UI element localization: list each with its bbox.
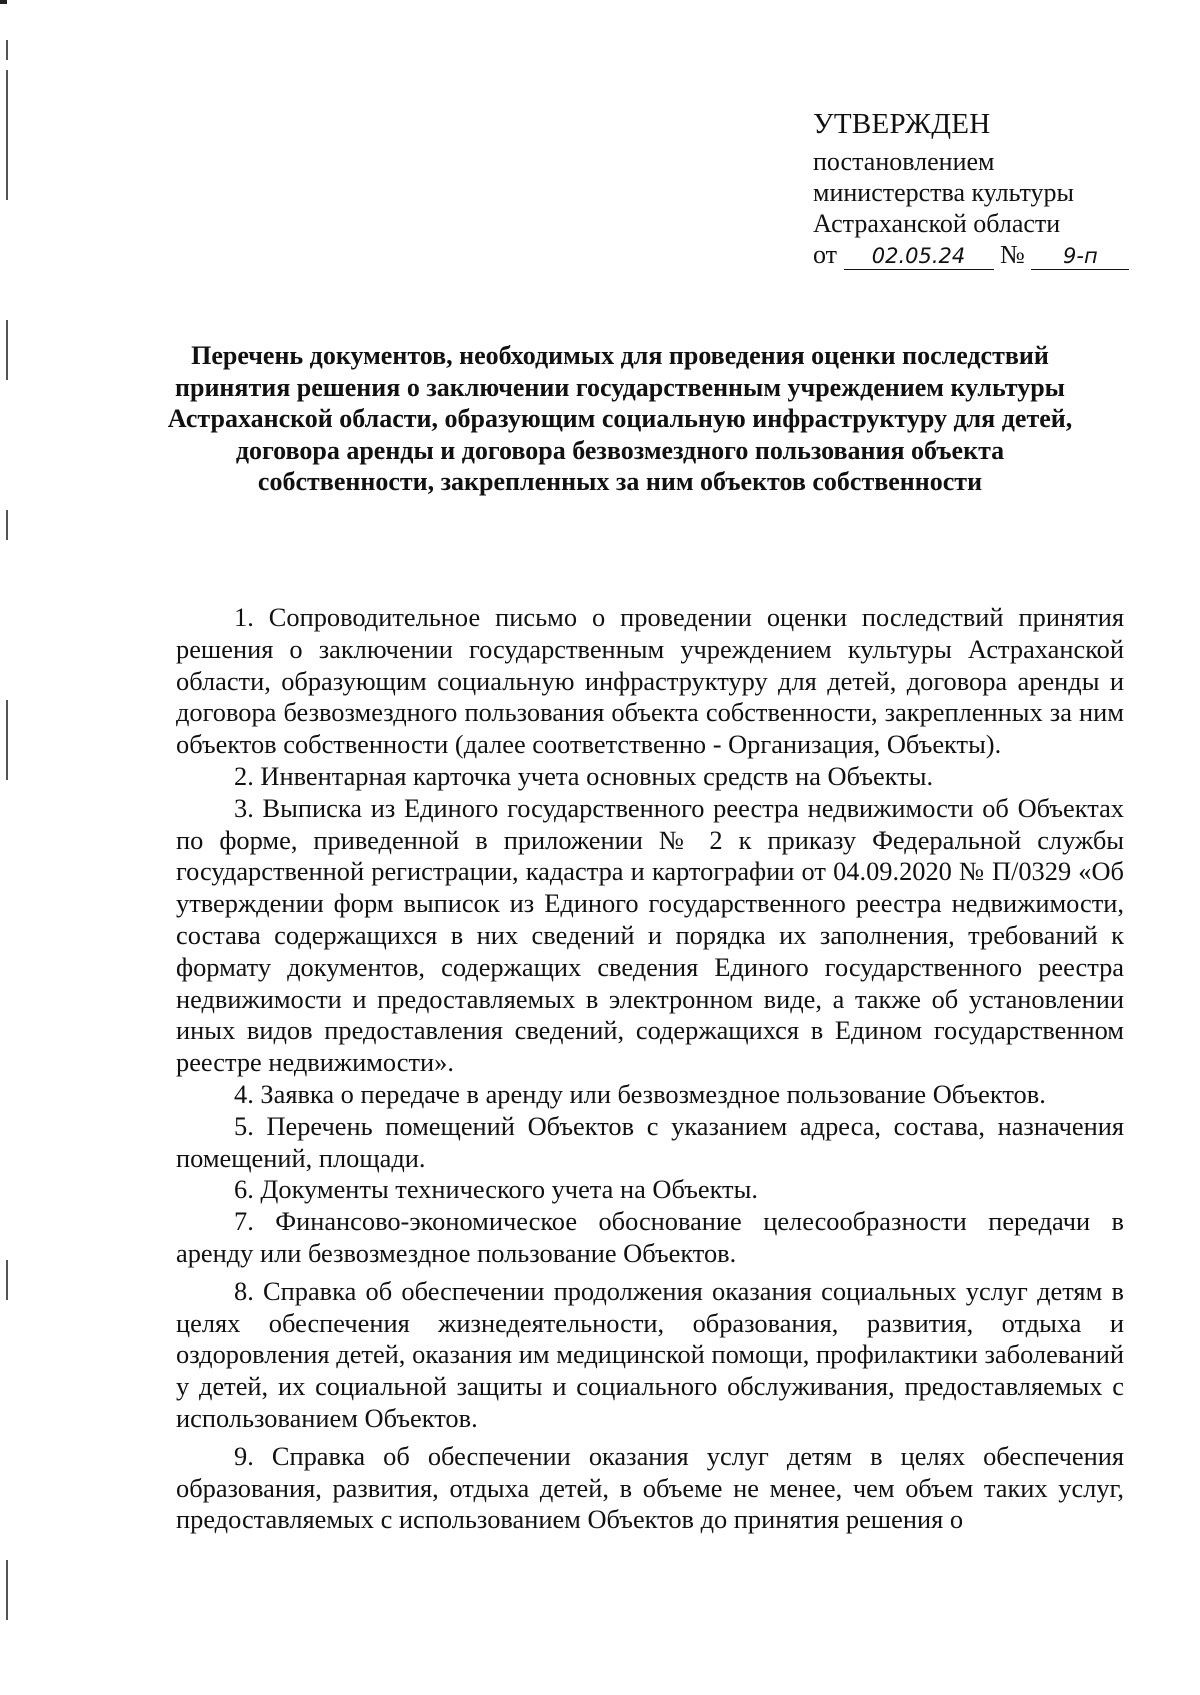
scan-edge-mark <box>6 700 8 780</box>
list-item: 5. Перечень помещений Объектов с указанием адреса, состава, назначения помещений, площади. <box>176 1110 1124 1173</box>
list-item: 4. Заявка о передаче в аренду или безвозмездное пользование Объектов. <box>234 1078 1046 1109</box>
list-item: 6. Документы технического учета на Объекты. <box>234 1174 758 1205</box>
list-item: 1. Сопроводительное письмо о проведении оценки последствий принятия решения о заключении государственным учреждением культуры Астраханской области, образующим социальную инфраструктуру для детей, договора аренды и договора безвозмездного пользования объекта собственности, закрепленных за ним объектов собственности (далее соответственно - Организация, Объекты). <box>176 602 1124 760</box>
scan-corner-mark <box>0 0 7 4</box>
list-item: 2. Инвентарная карточка учета основных средств на Объекты. <box>234 760 934 791</box>
scan-edge-mark <box>6 40 8 60</box>
list-item: 7. Финансово-экономическое обоснование целесообразности передачи в аренду или безвозмездное пользование Объектов. <box>176 1206 1124 1268</box>
document-title: Перечень документов, необходимых для проведения оценки последствий принятия решения о заключении государственным учреждением культуры Астраханской области, образующим социальную инфраструктуру для детей, договора аренды и договора безвозмездного пользования объекта собственности, закрепленных за ним объектов собственности <box>167 341 1073 496</box>
scan-edge-mark <box>6 510 8 540</box>
scan-edge-mark <box>6 70 8 200</box>
scan-edge-mark <box>6 320 8 380</box>
list-item: 3. Выписка из Единого государственного реестра недвижимости об Объектах по форме, приведенной в приложении № 2 к приказу Федеральной службы государственной регистрации, кадастра и картографии от 04.09.2020 № П/0329 «Об утверждении форм выписок из Единого государственного реестра недвижимости, состава содержащихся в них сведений и порядка их заполнения, требований к формату документов, содержащих сведения Единого государственного реестра недвижимости и предоставляемых в электронном виде, а также об установлении иных видов предоставления сведений, содержащихся в Едином государственном реестре недвижимости». <box>176 792 1124 1078</box>
list-item: 8. Справка об обеспечении продолжения оказания социальных услуг детям в целях обеспечения жизнедеятельности, образования, развития, отдыха и оздоровления детей, оказания им медицинской помощи, профилактики заболеваний у детей, их социальной защиты и социального обслуживания, предоставляемых с использованием Объектов. <box>176 1275 1124 1433</box>
document-body <box>176 602 1124 1536</box>
handwritten-date: 02.05.24 <box>844 243 994 270</box>
scan-edge-mark <box>6 1560 8 1620</box>
date-prefix: от <box>813 240 838 269</box>
handwritten-number: 9-п <box>1031 243 1129 270</box>
approval-line-3: Астраханской области <box>813 209 1061 238</box>
approval-stamp-block <box>813 106 1143 270</box>
approval-line-2: министерства культуры <box>813 178 1074 207</box>
list-item: 9. Справка об обеспечении оказания услуг детям в целях обеспечения образования, развития, отдыха детей, в объеме не менее, чем объем таких услуг, предоставляемых с использованием Объектов до принятия решения о <box>176 1440 1124 1535</box>
number-label: № <box>1000 240 1025 269</box>
approval-line-1: постановлением <box>813 147 995 176</box>
approval-date-row <box>813 239 1143 270</box>
approval-title: УТВЕРЖДЕН <box>813 108 991 140</box>
scan-edge-mark <box>6 1260 8 1300</box>
